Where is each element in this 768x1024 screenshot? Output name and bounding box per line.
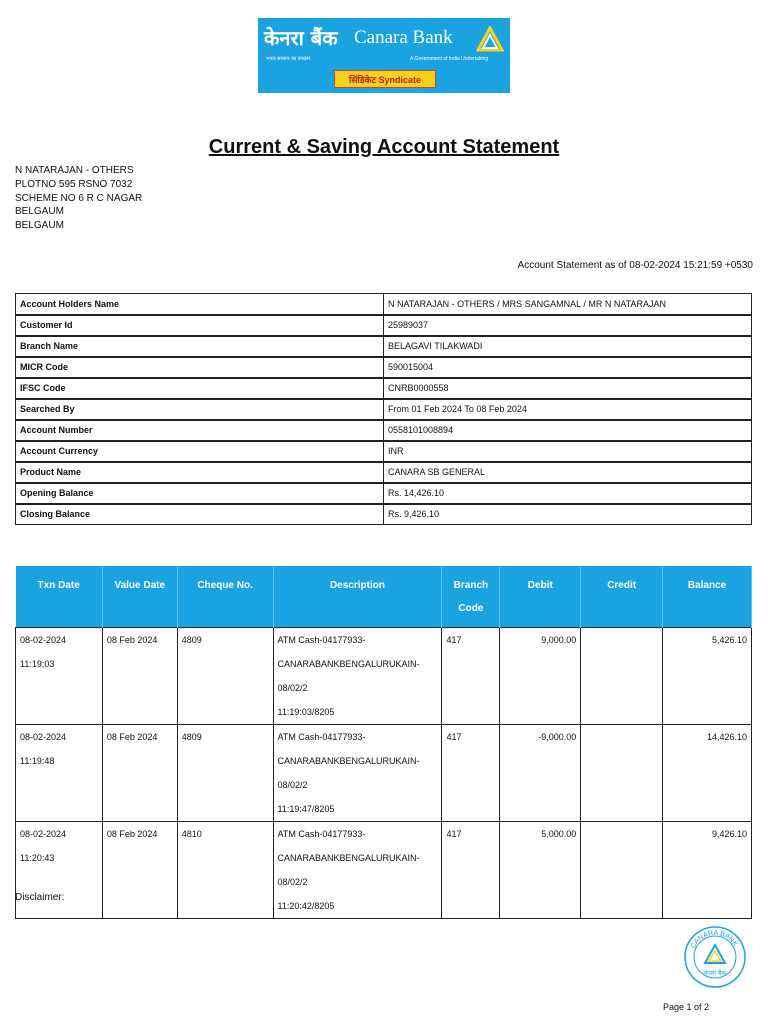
customer-address <box>15 164 142 233</box>
address-line: SCHEME NO 6 R C NAGAR <box>15 192 143 204</box>
description <box>273 822 442 919</box>
col-balance: Balance <box>663 566 752 628</box>
desc-line: 11:20:42/8205 <box>277 901 335 911</box>
txn-date: 08-02-2024 11:20:43 <box>16 822 103 919</box>
desc-line: ATM Cash-04177933- <box>277 732 366 742</box>
info-label: Account Holders Name <box>16 294 384 315</box>
info-row <box>16 336 752 357</box>
txn-header-row <box>16 566 752 628</box>
address-line: BELGAUM <box>15 206 64 218</box>
info-row <box>16 378 752 399</box>
col-credit: Credit <box>581 566 663 628</box>
canara-triangle-icon <box>476 26 504 52</box>
info-value: 0558101008894 <box>384 420 752 441</box>
info-row <box>16 399 752 420</box>
cheque-no: 4810 <box>177 822 273 919</box>
info-value: N NATARAJAN - OTHERS / MRS SANGAMNAL / MR N NATARAJAN <box>384 294 752 315</box>
address-line: PLOTNO 595 RSNO 7032 <box>15 178 133 190</box>
info-row <box>16 357 752 378</box>
debit-amount: -9,000.00 <box>500 725 581 822</box>
col-txn-date: Txn Date <box>16 566 103 628</box>
info-row <box>16 504 752 525</box>
info-value: 590015004 <box>384 357 752 378</box>
info-row <box>16 315 752 336</box>
info-label: Searched By <box>16 399 384 420</box>
logo-english-text: Canara Bank <box>354 27 453 48</box>
col-cheque-no: Cheque No. <box>177 566 273 628</box>
col-value-date: Value Date <box>102 566 177 628</box>
col-debit: Debit <box>500 566 581 628</box>
col-description: Description <box>273 566 442 628</box>
info-label: MICR Code <box>16 357 384 378</box>
transactions-table <box>15 566 752 919</box>
page-title: Current & Saving Account Statement <box>208 136 560 158</box>
info-label: Account Currency <box>16 441 384 462</box>
debit-amount: 5,000.00 <box>500 822 581 919</box>
info-value: CNRB0000558 <box>384 378 752 399</box>
cheque-no: 4809 <box>177 628 273 725</box>
logo-hindi-text: केनरा बैंक <box>264 26 338 50</box>
balance-amount: 9,426.10 <box>663 822 752 919</box>
value-date: 08 Feb 2024 <box>102 725 177 822</box>
info-value: 25989037 <box>384 315 752 336</box>
bank-logo <box>258 18 510 93</box>
desc-line: 11:19:03/8205 <box>277 707 335 717</box>
txn-date: 08-02-2024 11:19:03 <box>16 628 103 725</box>
desc-line: 11:19:47/8205 <box>277 804 335 814</box>
info-label: Opening Balance <box>16 483 384 504</box>
info-label: Product Name <box>16 462 384 483</box>
desc-line: CANARABANKBENGALURUKAIN-08/02/2 <box>277 756 420 790</box>
info-row <box>16 441 752 462</box>
cheque-no: 4809 <box>177 725 273 822</box>
info-row <box>16 462 752 483</box>
debit-amount: 9,000.00 <box>500 628 581 725</box>
info-label: Branch Name <box>16 336 384 357</box>
table-row <box>16 725 752 822</box>
address-line: BELGAUM <box>15 220 64 232</box>
address-line: N NATARAJAN - OTHERS <box>15 165 134 176</box>
col-branch-line1: Branch <box>453 580 489 591</box>
info-label: Closing Balance <box>16 504 384 525</box>
branch-code: 417 <box>442 628 500 725</box>
table-row <box>16 822 752 919</box>
canara-bank-seal-icon <box>683 925 747 989</box>
info-row <box>16 483 752 504</box>
col-branch-code <box>442 566 500 628</box>
desc-line: CANARABANKBENGALURUKAIN-08/02/2 <box>277 659 420 693</box>
info-value: INR <box>384 441 752 462</box>
page-number: Page 1 of 2 <box>662 1002 709 1012</box>
value-date: 08 Feb 2024 <box>102 822 177 919</box>
info-label: Customer Id <box>16 315 384 336</box>
info-row <box>16 420 752 441</box>
branch-code: 417 <box>442 822 500 919</box>
info-value: BELAGAVI TILAKWADI <box>384 336 752 357</box>
credit-amount <box>581 628 663 725</box>
branch-code: 417 <box>442 725 500 822</box>
seal-top-text: CANARA BANK <box>689 929 739 950</box>
balance-amount: 5,426.10 <box>663 628 752 725</box>
description <box>273 628 442 725</box>
col-branch-line2: Code <box>458 603 484 614</box>
info-value: Rs. 9,426.10 <box>384 504 752 525</box>
info-label: IFSC Code <box>16 378 384 399</box>
credit-amount <box>581 822 663 919</box>
syndicate-badge: सिंडिकेट Syndicate <box>334 70 436 88</box>
info-value: CANARA SB GENERAL <box>384 462 752 483</box>
txn-date: 08-02-2024 11:19:48 <box>16 725 103 822</box>
statement-timestamp: Account Statement as of 08-02-2024 15:21:59 +0530 <box>517 260 753 271</box>
info-value: From 01 Feb 2024 To 08 Feb 2024 <box>384 399 752 420</box>
disclaimer: Disclaimer: <box>15 892 65 903</box>
seal-bottom-text: केनरा बैंक <box>704 970 726 977</box>
desc-line: ATM Cash-04177933- <box>277 829 366 839</box>
desc-line: ATM Cash-04177933- <box>277 635 366 645</box>
account-info-table <box>15 293 752 525</box>
credit-amount <box>581 725 663 822</box>
desc-line: CANARABANKBENGALURUKAIN-08/02/2 <box>277 853 420 887</box>
logo-tagline-hindi: भारत सरकार का उपक्रम <box>266 56 311 62</box>
value-date: 08 Feb 2024 <box>102 628 177 725</box>
info-label: Account Number <box>16 420 384 441</box>
info-row <box>16 294 752 315</box>
balance-amount: 14,426.10 <box>663 725 752 822</box>
description <box>273 725 442 822</box>
table-row <box>16 628 752 725</box>
info-value: Rs. 14,426.10 <box>384 483 752 504</box>
logo-tagline-english: A Government of India Undertaking <box>410 56 489 62</box>
